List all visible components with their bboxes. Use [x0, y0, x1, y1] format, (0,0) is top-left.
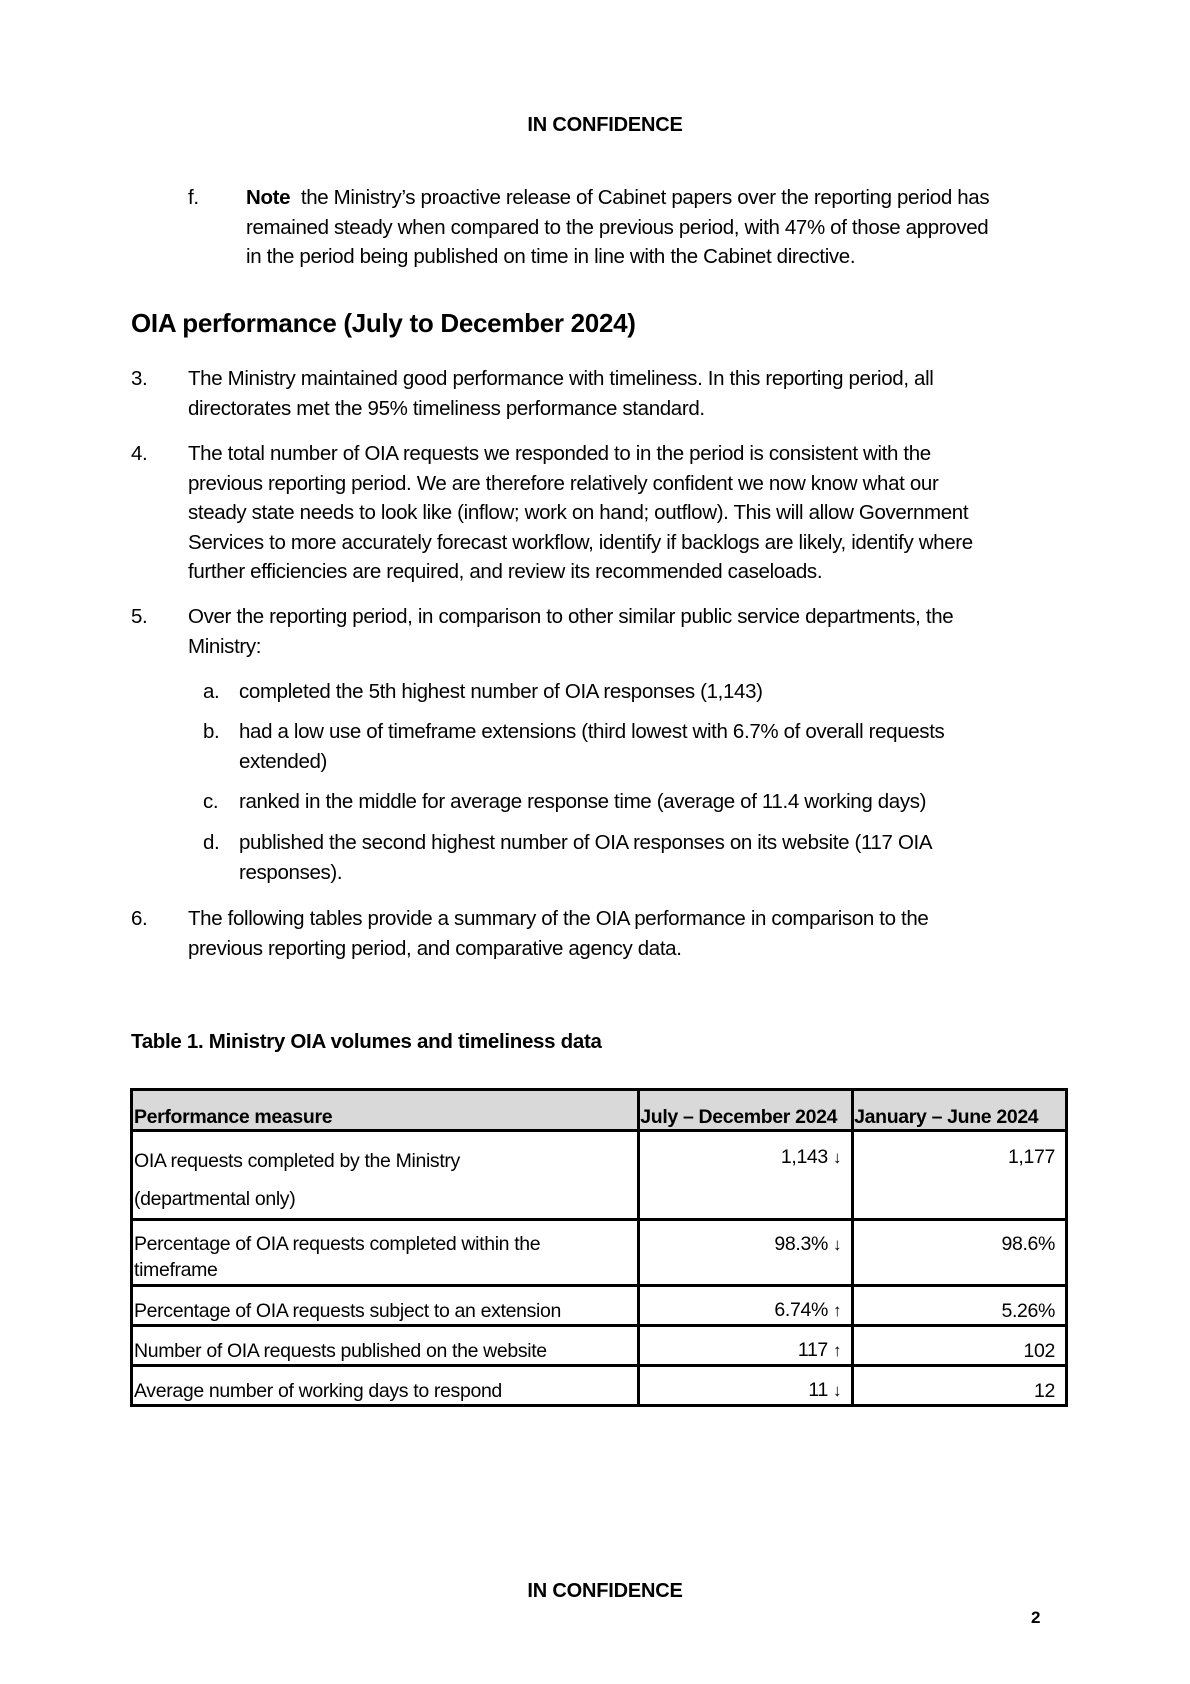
para-f-line: remained steady when compared to the previous period, with 47% of those approved — [246, 215, 989, 239]
subitem-line: had a low use of timeframe extensions (third lowest with 6.7% of overall requests — [239, 720, 945, 743]
measure-line: Percentage of OIA requests subject to an extension — [134, 1300, 561, 1322]
previous-value: 12 — [1034, 1380, 1055, 1402]
para-f-line: in the period being published on time in line with the Cabinet directive. — [246, 245, 856, 268]
previous-value: 5.26% — [1001, 1300, 1055, 1322]
para-line: The Ministry maintained good performance with timeliness. In this reporting period, all — [188, 367, 934, 390]
previous-value-cell — [853, 1286, 1067, 1326]
footer-classification: IN CONFIDENCE — [527, 1580, 683, 1602]
table-title: Table 1. Ministry OIA volumes and timeliness data — [131, 1030, 602, 1053]
table-row — [132, 1131, 1067, 1220]
para-f — [246, 183, 1106, 272]
previous-value-cell — [853, 1326, 1067, 1366]
current-value: 117 — [797, 1339, 828, 1361]
measure-line: Average number of working days to respond — [134, 1380, 502, 1402]
current-value: 1,143 — [780, 1146, 828, 1168]
trend-up-icon: ↑ — [833, 1341, 842, 1360]
para-line: The total number of OIA requests we responded to in the period is consistent with the — [188, 442, 931, 465]
column-header-measure: Performance measure — [132, 1090, 639, 1131]
previous-value: 1,177 — [1007, 1146, 1055, 1168]
subitem-line: completed the 5th highest number of OIA responses (1,143) — [239, 680, 763, 703]
para-line: previous reporting period, and comparative agency data. — [188, 936, 682, 960]
subitem-line: responses). — [239, 860, 343, 884]
subitem-a-marker: a. — [203, 680, 220, 703]
previous-value-cell — [853, 1366, 1067, 1406]
current-value-cell — [639, 1131, 853, 1220]
current-value-cell — [639, 1286, 853, 1326]
current-value: 6.74% — [774, 1299, 828, 1321]
subitem-line: ranked in the middle for average response time (average of 11.4 working days) — [239, 790, 927, 813]
measure-cell — [132, 1220, 639, 1286]
subitem-c — [239, 787, 926, 817]
section-heading: OIA performance (July to December 2024) — [131, 308, 636, 338]
para-line: Over the reporting period, in comparison to other similar public service departments, the — [188, 605, 954, 628]
subitem-line: published the second highest number of OIA responses on its website (117 OIA — [239, 831, 933, 854]
para-line: previous reporting period. We are therefore relatively confident we now know what our — [188, 471, 939, 495]
trend-down-icon: ↓ — [833, 1381, 842, 1400]
subitem-b-marker: b. — [203, 720, 220, 743]
para-6-number: 6. — [131, 907, 148, 930]
previous-value-cell — [853, 1131, 1067, 1220]
para-f-line — [246, 183, 1106, 213]
para-line: steady state needs to look like (inflow; work on hand; outflow). This will allow Government — [188, 501, 969, 524]
measure-line: Percentage of OIA requests completed within the — [134, 1233, 541, 1255]
table-row — [132, 1220, 1067, 1286]
previous-value: 102 — [1023, 1340, 1055, 1362]
para-5-number: 5. — [131, 605, 148, 628]
table-row — [132, 1366, 1067, 1406]
para-4 — [188, 439, 1088, 587]
table-row — [132, 1326, 1067, 1366]
para-f-marker: f. — [188, 186, 199, 209]
page-number: 2 — [1031, 1608, 1041, 1627]
trend-down-icon: ↓ — [833, 1148, 842, 1167]
para-line: Services to more accurately forecast workflow, identify if backlogs are likely, identify where — [188, 530, 973, 554]
measure-cell — [132, 1366, 639, 1406]
current-value: 98.3% — [774, 1233, 828, 1255]
para-5 — [188, 602, 1088, 661]
subitem-a — [239, 677, 763, 707]
para-f-text: the Ministry’s proactive release of Cabinet papers over the reporting period has — [300, 186, 990, 209]
subitem-b — [239, 717, 944, 776]
measure-line: Number of OIA requests published on the website — [134, 1340, 547, 1362]
column-header-previous: January – June 2024 — [853, 1090, 1067, 1131]
para-3 — [188, 364, 1088, 423]
measure-line: OIA requests completed by the Ministry — [134, 1150, 460, 1172]
previous-value: 98.6% — [1001, 1233, 1055, 1255]
performance-table — [130, 1088, 1068, 1407]
para-3-number: 3. — [131, 367, 148, 390]
header-classification: IN CONFIDENCE — [527, 114, 683, 136]
previous-value-cell — [853, 1220, 1067, 1286]
trend-down-icon: ↓ — [833, 1235, 842, 1254]
para-f-lead: Note — [246, 186, 291, 209]
para-line: further efficiencies are required, and review its recommended caseloads. — [188, 560, 823, 583]
current-value: 11 — [808, 1379, 828, 1401]
current-value-cell — [639, 1366, 853, 1406]
measure-line: timeframe — [134, 1259, 218, 1281]
table-row — [132, 1286, 1067, 1326]
measure-cell — [132, 1286, 639, 1326]
current-value-cell — [639, 1326, 853, 1366]
table-header-row — [132, 1090, 1067, 1131]
para-line: The following tables provide a summary of the OIA performance in comparison to the — [188, 907, 929, 930]
para-line: Ministry: — [188, 634, 262, 658]
trend-up-icon: ↑ — [833, 1301, 842, 1320]
measure-cell — [132, 1131, 639, 1220]
para-6 — [188, 904, 1088, 963]
measure-line: (departmental only) — [134, 1188, 296, 1210]
current-value-cell — [639, 1220, 853, 1286]
subitem-d-marker: d. — [203, 831, 220, 854]
subitem-line: extended) — [239, 749, 328, 773]
subitem-c-marker: c. — [203, 790, 219, 813]
para-4-number: 4. — [131, 442, 148, 465]
para-line: directorates met the 95% timeliness performance standard. — [188, 396, 705, 420]
subitem-d — [239, 828, 932, 887]
column-header-current: July – December 2024 — [639, 1090, 853, 1131]
measure-cell — [132, 1326, 639, 1366]
